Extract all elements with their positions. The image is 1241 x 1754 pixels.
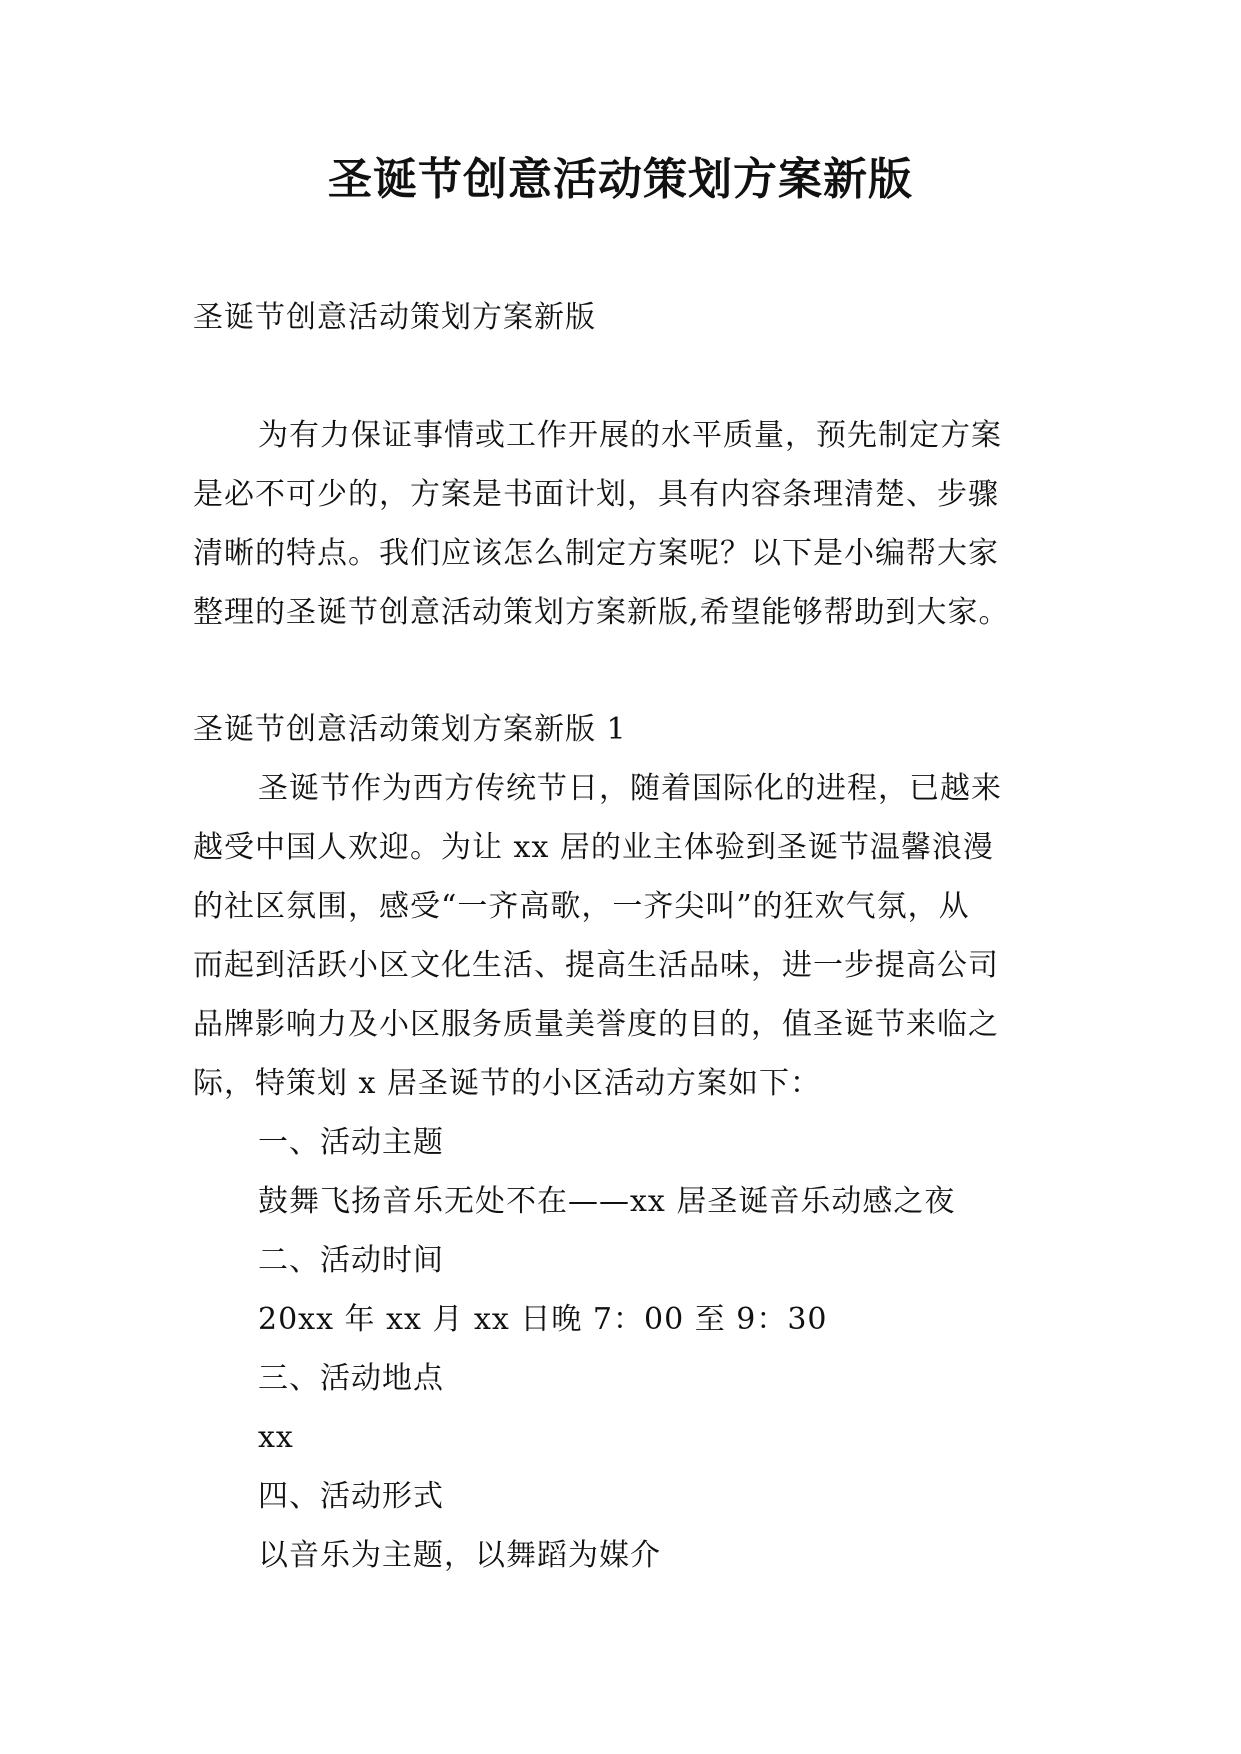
item-text: 20xx 年 xx 月 xx 日晚 7：00 至 9：30 bbox=[258, 1302, 828, 1337]
item-text: xx bbox=[258, 1420, 294, 1455]
intro-line: 整理的圣诞节创意活动策划方案新版,希望能够帮助到大家。 bbox=[193, 595, 1010, 630]
body-line: 品牌影响力及小区服务质量美誉度的目的，值圣诞节来临之 bbox=[193, 1007, 999, 1042]
item-text: 鼓舞飞扬音乐无处不在——xx 居圣诞音乐动感之夜 bbox=[258, 1184, 956, 1219]
body-line: 的社区氛围，感受“一齐高歌，一齐尖叫”的狂欢气氛，从 bbox=[193, 889, 970, 924]
body-line: 际，特策划 x 居圣诞节的小区活动方案如下： bbox=[193, 1066, 821, 1101]
item-text: 以音乐为主题，以舞蹈为媒介 bbox=[258, 1538, 661, 1573]
intro-line: 为有力保证事情或工作开展的水平质量，预先制定方案 bbox=[258, 418, 1002, 453]
body-line: 圣诞节作为西方传统节日，随着国际化的进程，已越来 bbox=[258, 771, 1002, 806]
intro-line: 清晰的特点。我们应该怎么制定方案呢？以下是小编帮大家 bbox=[193, 536, 999, 571]
document-body bbox=[193, 288, 1065, 1585]
item-heading: 三、活动地点 bbox=[258, 1361, 444, 1396]
document-title: 圣诞节创意活动策划方案新版 bbox=[328, 154, 913, 205]
intro-line: 是必不可少的，方案是书面计划，具有内容条理清楚、步骤 bbox=[193, 477, 999, 512]
document-subtitle: 圣诞节创意活动策划方案新版 bbox=[193, 300, 596, 335]
section-heading: 圣诞节创意活动策划方案新版 1 bbox=[193, 712, 627, 747]
body-line: 越受中国人欢迎。为让 xx 居的业主体验到圣诞节温馨浪漫 bbox=[193, 830, 994, 865]
item-heading: 一、活动主题 bbox=[258, 1125, 444, 1160]
item-heading: 四、活动形式 bbox=[258, 1479, 444, 1514]
item-heading: 二、活动时间 bbox=[258, 1243, 444, 1278]
body-line: 而起到活跃小区文化生活、提高生活品味，进一步提高公司 bbox=[193, 948, 999, 983]
